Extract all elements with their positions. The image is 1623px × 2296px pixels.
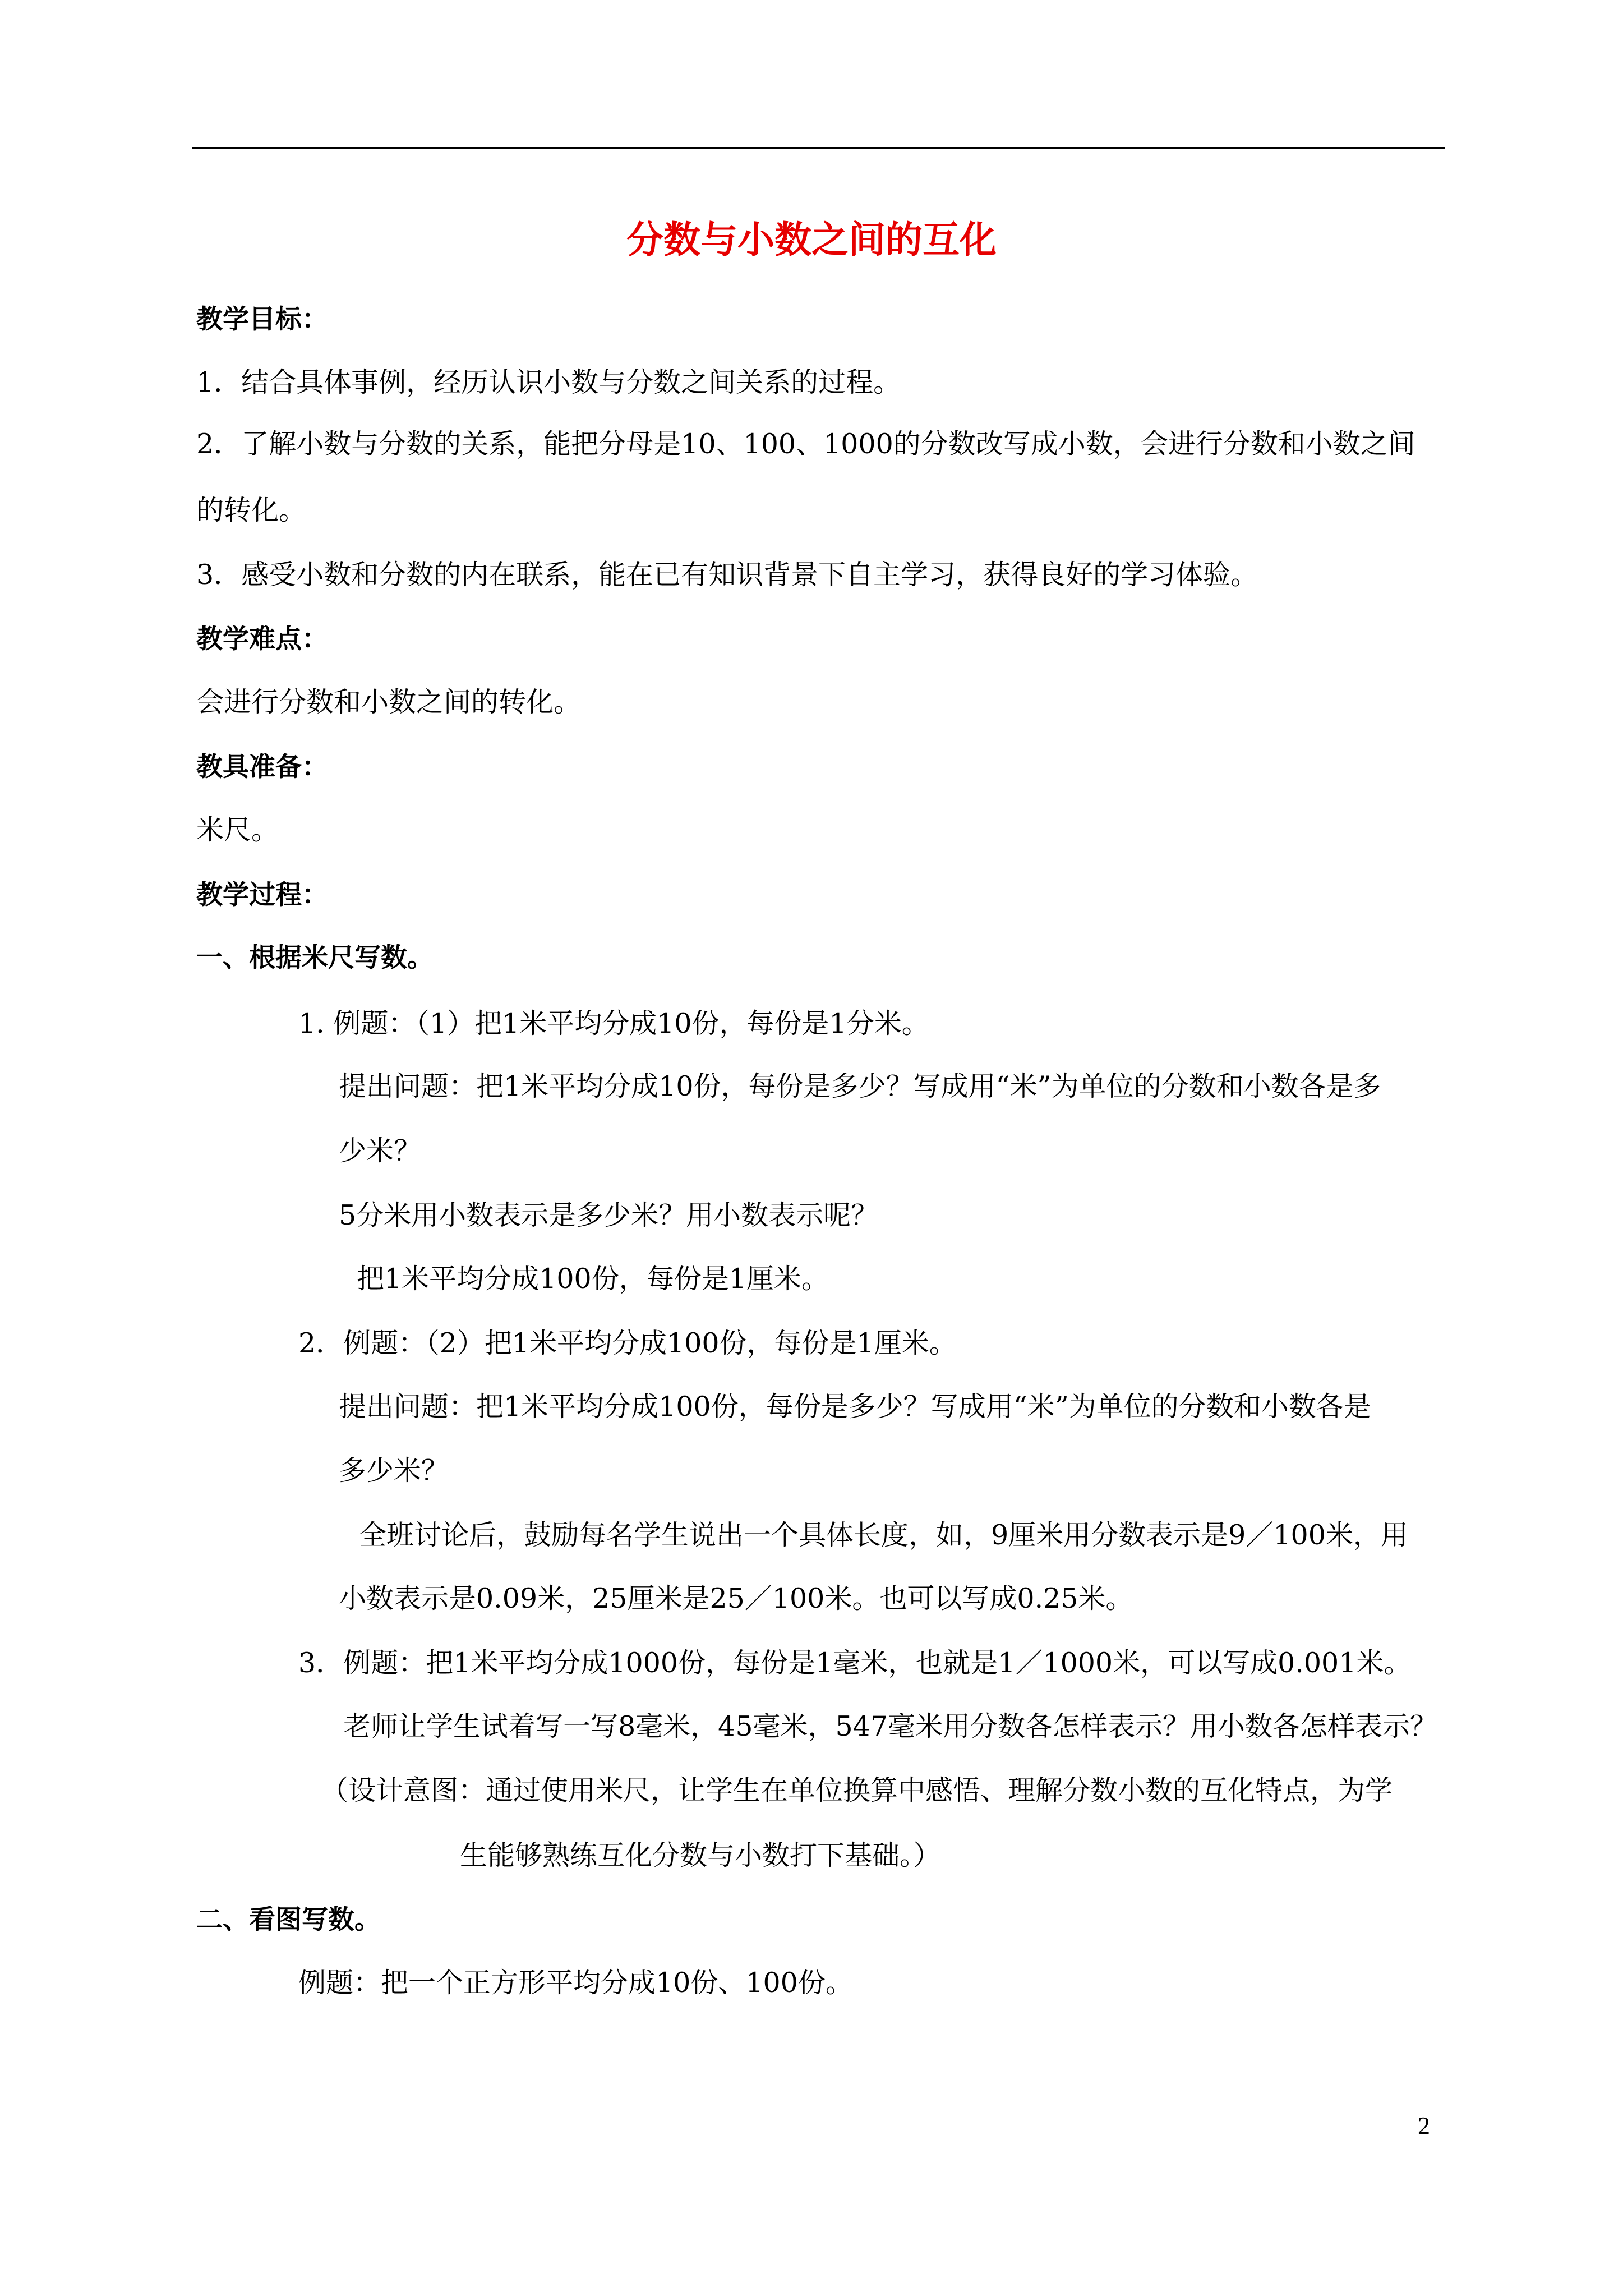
part-2-heading: 二、看图写数。	[196, 1904, 381, 1935]
part-1-heading: 一、根据米尺写数。	[196, 942, 434, 973]
goal-2-line-1: 2．了解小数与分数的关系，能把分母是10、100、1000的分数改写成小数，会进行分数和小数之间	[196, 428, 1415, 460]
header-rule	[192, 147, 1445, 149]
tools-heading: 教具准备：	[196, 752, 328, 783]
part-2-example: 例题：把一个正方形平均分成10份、100份。	[298, 1967, 853, 1999]
example-1-question-2: 5分米用小数表示是多少米？用小数表示呢？	[339, 1199, 879, 1231]
design-intent-line-1: （设计意图：通过使用米尺，让学生在单位换算中感悟、理解分数小数的互化特点，为学	[321, 1774, 1393, 1806]
example-2-question-line-1: 提出问题：把1米平均分成100份，每份是多少？写成用“米”为单位的分数和小数各是	[339, 1391, 1371, 1423]
example-2-question-line-2: 多少米？	[339, 1455, 449, 1487]
process-heading: 教学过程：	[196, 880, 328, 910]
difficulty-heading: 教学难点：	[196, 624, 328, 655]
tools-text: 米尺。	[196, 814, 279, 846]
example-3: 3．例题：把1米平均分成1000份，每份是1毫米，也就是1／1000米，可以写成0.001米。	[298, 1647, 1412, 1679]
example-3-task: 老师让学生试着写一写8毫米，45毫米，547毫米用分数各怎样表示？用小数各怎样表示？	[343, 1710, 1438, 1742]
page-number: 2	[1418, 2112, 1430, 2139]
difficulty-text: 会进行分数和小数之间的转化。	[196, 686, 582, 718]
example-1: 1. 例题：（1）把1米平均分成10份，每份是1分米。	[298, 1007, 929, 1039]
example-1-question-3: 把1米平均分成100份，每份是1厘米。	[357, 1263, 829, 1295]
example-2-discussion-line-1: 全班讨论后，鼓励每名学生说出一个具体长度，如，9厘米用分数表示是9／100米，用	[359, 1519, 1408, 1551]
goal-2-line-2: 的转化。	[196, 494, 307, 526]
document-title: 分数与小数之间的互化	[626, 218, 997, 261]
example-1-question-line-1: 提出问题：把1米平均分成10份，每份是多少？写成用“米”为单位的分数和小数各是多	[339, 1070, 1381, 1102]
goal-3: 3．感受小数和分数的内在联系，能在已有知识背景下自主学习，获得良好的学习体验。	[196, 559, 1258, 591]
design-intent-line-2: 生能够熟练互化分数与小数打下基础。）	[460, 1839, 941, 1871]
example-1-question-line-2: 少米？	[339, 1135, 422, 1167]
goal-1: 1．结合具体事例，经历认识小数与分数之间关系的过程。	[196, 366, 901, 398]
example-2: 2．例题：（2）把1米平均分成100份，每份是1厘米。	[298, 1327, 957, 1359]
goals-heading: 教学目标：	[196, 304, 328, 335]
example-2-discussion-line-2: 小数表示是0.09米，25厘米是25／100米。也可以写成0.25米。	[339, 1582, 1133, 1614]
